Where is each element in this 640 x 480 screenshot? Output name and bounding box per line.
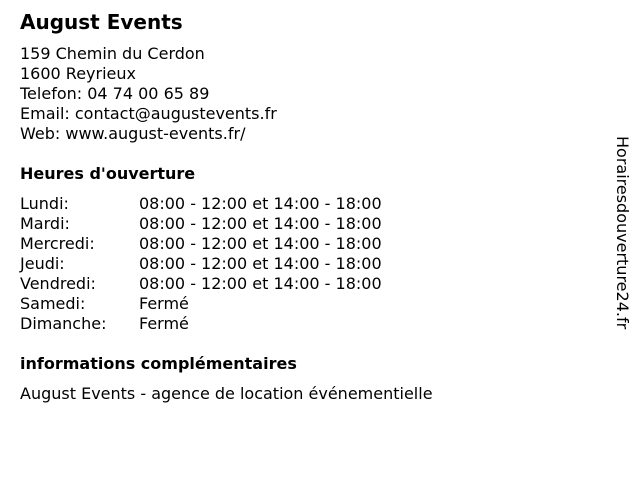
day-label: Mardi: <box>20 214 70 233</box>
hours-row-sunday <box>20 314 440 334</box>
site-watermark: Horairesdouverture24.fr <box>613 136 632 330</box>
hours-row-tuesday <box>20 214 440 234</box>
hours-row-friday <box>20 274 440 294</box>
hours-value: 08:00 - 12:00 et 14:00 - 18:00 <box>139 194 382 213</box>
additional-info-heading: informations complémentaires <box>20 354 297 373</box>
address-city: 1600 Reyrieux <box>20 64 136 83</box>
hours-value: 08:00 - 12:00 et 14:00 - 18:00 <box>139 214 382 233</box>
hours-value: Fermé <box>139 314 189 333</box>
hours-value: 08:00 - 12:00 et 14:00 - 18:00 <box>139 274 382 293</box>
hours-row-wednesday <box>20 234 440 254</box>
day-label: Lundi: <box>20 194 69 213</box>
day-label: Jeudi: <box>20 254 65 273</box>
website-url: Web: www.august-events.fr/ <box>20 124 246 143</box>
business-description: August Events - agence de location événementielle <box>20 384 433 403</box>
hours-value: 08:00 - 12:00 et 14:00 - 18:00 <box>139 234 382 253</box>
address-street: 159 Chemin du Cerdon <box>20 44 205 63</box>
address-block <box>20 44 277 144</box>
day-label: Mercredi: <box>20 234 95 253</box>
opening-hours-table <box>20 194 440 334</box>
day-label: Samedi: <box>20 294 86 313</box>
hours-value: 08:00 - 12:00 et 14:00 - 18:00 <box>139 254 382 273</box>
opening-hours-heading: Heures d'ouverture <box>20 164 196 183</box>
hours-row-thursday <box>20 254 440 274</box>
hours-row-monday <box>20 194 440 214</box>
phone-number: Telefon: 04 74 00 65 89 <box>20 84 210 103</box>
hours-value: Fermé <box>139 294 189 313</box>
email-address: Email: contact@augustevents.fr <box>20 104 277 123</box>
business-name: August Events <box>20 10 183 34</box>
day-label: Dimanche: <box>20 314 107 333</box>
day-label: Vendredi: <box>20 274 96 293</box>
hours-row-saturday <box>20 294 440 314</box>
